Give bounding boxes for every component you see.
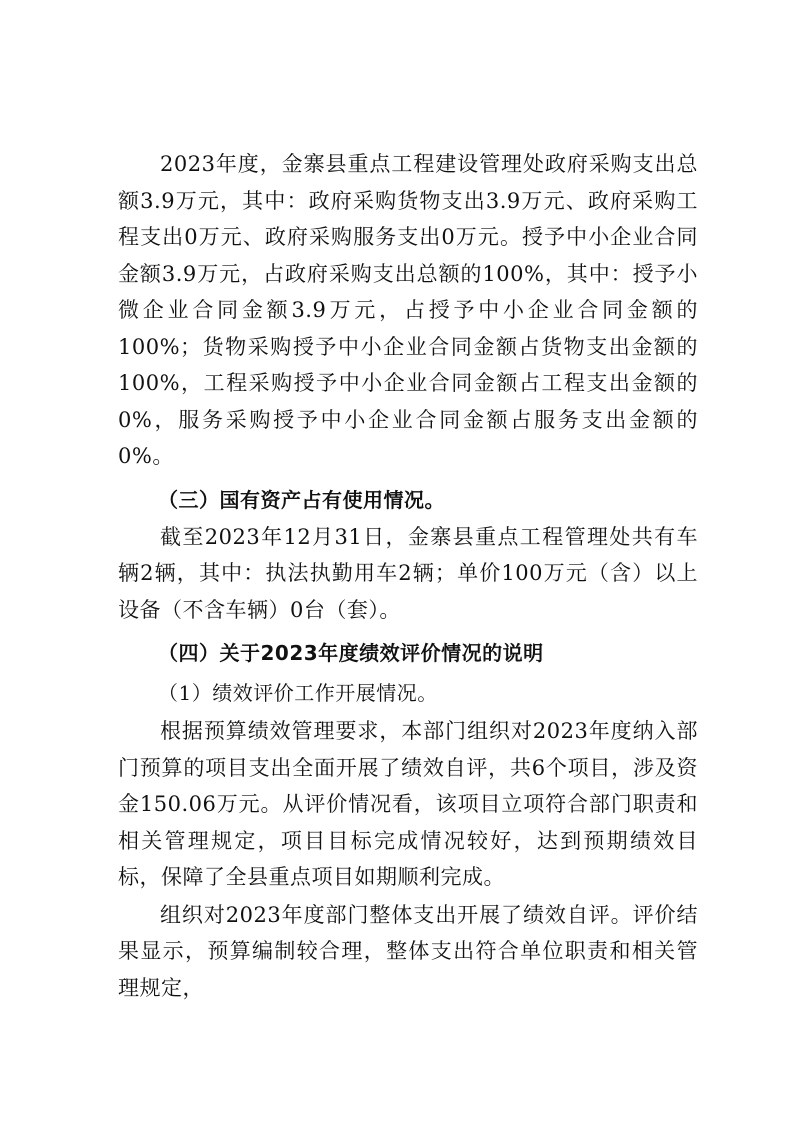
procurement-paragraph: 2023年度，金寨县重点工程建设管理处政府采购支出总额3.9万元，其中：政府采购货物支出3.9万元、政府采购工程支出0万元、政府采购服务支出0万元。授予中小企业合同金额3.9万元，占政府采购支出总额的100%，其中：授予小微企业合同金额3.9万元，占授予中小企业合同金额的100%；货物采购授予中小企业合同金额占货物支出金额的100%，工程采购授予中小企业合同金额占工程支出金额的0%，服务采购授予中小企业合同金额占服务支出金额的0%。 (118, 152, 698, 468)
assets-section-heading: （三）国有资产占有使用情况。 (158, 487, 445, 512)
assets-paragraph: 截至2023年12月31日，金寨县重点工程管理处共有车辆2辆，其中：执法执勤用车2辆；单价100万元（含）以上设备（不含车辆）0台（套）。 (118, 524, 698, 622)
performance-projects-paragraph: 根据预算绩效管理要求，本部门组织对2023年度纳入部门预算的项目支出全面开展了绩效自评，共6个项目，涉及资金150.06万元。从评价情况看，该项目立项符合部门职责和相关管理规定，项目目标完成情况较好，达到预期绩效目标，保障了全县重点项目如期顺利完成。 (118, 719, 698, 889)
performance-section-heading: （四）关于2023年度绩效评价情况的说明 (158, 641, 544, 665)
document-body (118, 146, 698, 1006)
performance-overall-paragraph: 组织对2023年度部门整体支出开展了绩效自评。评价结果显示，预算编制较合理，整体支出符合单位职责和相关管理规定， (118, 902, 698, 1000)
performance-subheading: （1）绩效评价工作开展情况。 (158, 681, 438, 705)
